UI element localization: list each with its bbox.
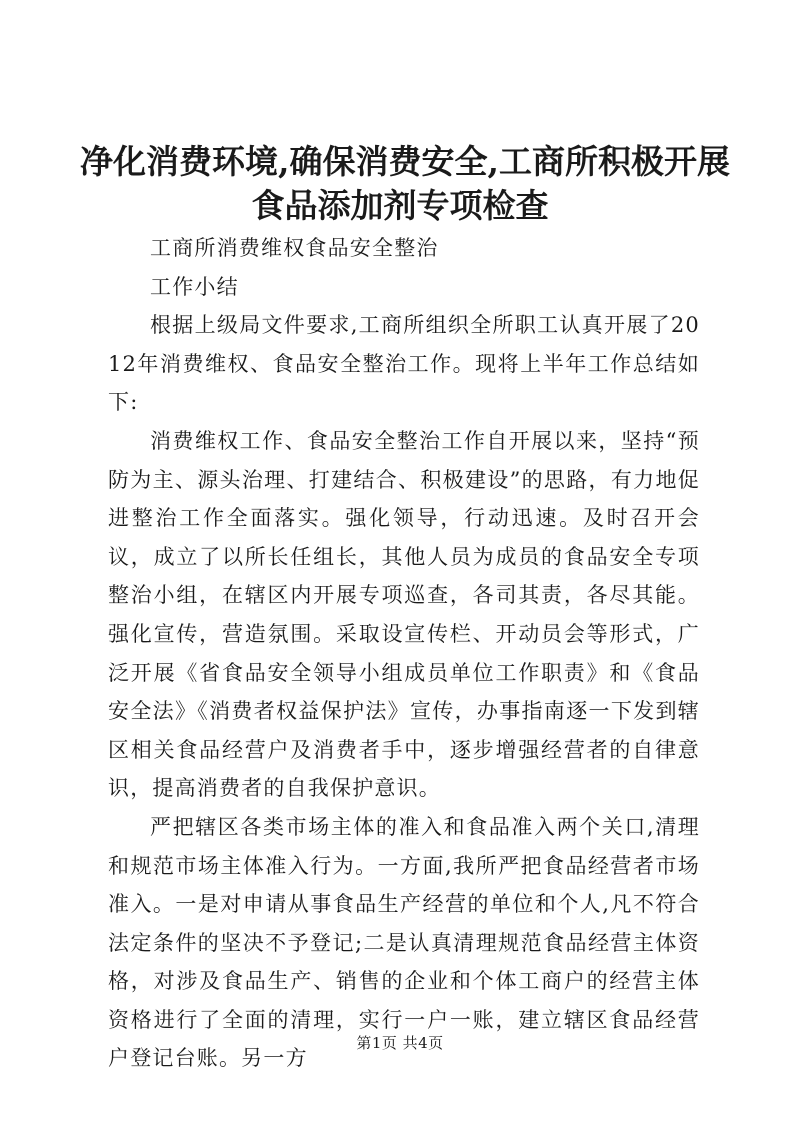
- page-footer: 第1页 共4页: [356, 1034, 444, 1052]
- title-line-2: 食品添加剂专项检查: [251, 186, 549, 225]
- title-line-1: 净化消费环境,确保消费安全,工商所积极开展: [80, 142, 730, 181]
- document-title: [80, 140, 730, 228]
- paragraph-consumer-rights: 消费维权工作、食品安全整治工作自开展以来，坚持“预防为主、源头治理、打建结合、积极建设”的思路，有力地促进整治工作全面落实。强化领导，行动迅速。及时召开会议，成立了以所长任组长，其他人员为成员的食品安全专项整治小组，在辖区内开展专项巡查，各司其责，各尽其能。强化宣传，营造氛围。采取设宣传栏、开动员会等形式，广泛开展《省食品安全领导小组成员单位工作职责》和《食品安全法》《消费者权益保护法》宣传，办事指南逐一下发到辖区相关食品经营户及消费者手中，逐步增强经营者的自律意识，提高消费者的自我保护意识。: [108, 428, 700, 801]
- subtitle-line-2: 工作小结: [150, 274, 239, 299]
- document-body: [108, 229, 700, 1078]
- paragraph-intro: 根据上级局文件要求,工商所组织全所职工认真开展了2012年消费维权、食品安全整治工作。现将上半年工作总结如下:: [108, 313, 700, 415]
- paragraph-market-access: 严把辖区各类市场主体的准入和食品准入两个关口,清理和规范市场主体准入行为。一方面,我所严把食品经营者市场准入。一是对申请从事食品生产经营的单位和个人,凡不符合法定条件的坚决不予登记;二是认真清理规范食品经营主体资格，对涉及食品生产、销售的企业和个体工商户的经营主体资格进行了全面的清理，实行一户一账，建立辖区食品经营户登记台账。另一方: [108, 814, 700, 1071]
- subtitle-line-1: 工商所消费维权食品安全整治: [150, 236, 439, 260]
